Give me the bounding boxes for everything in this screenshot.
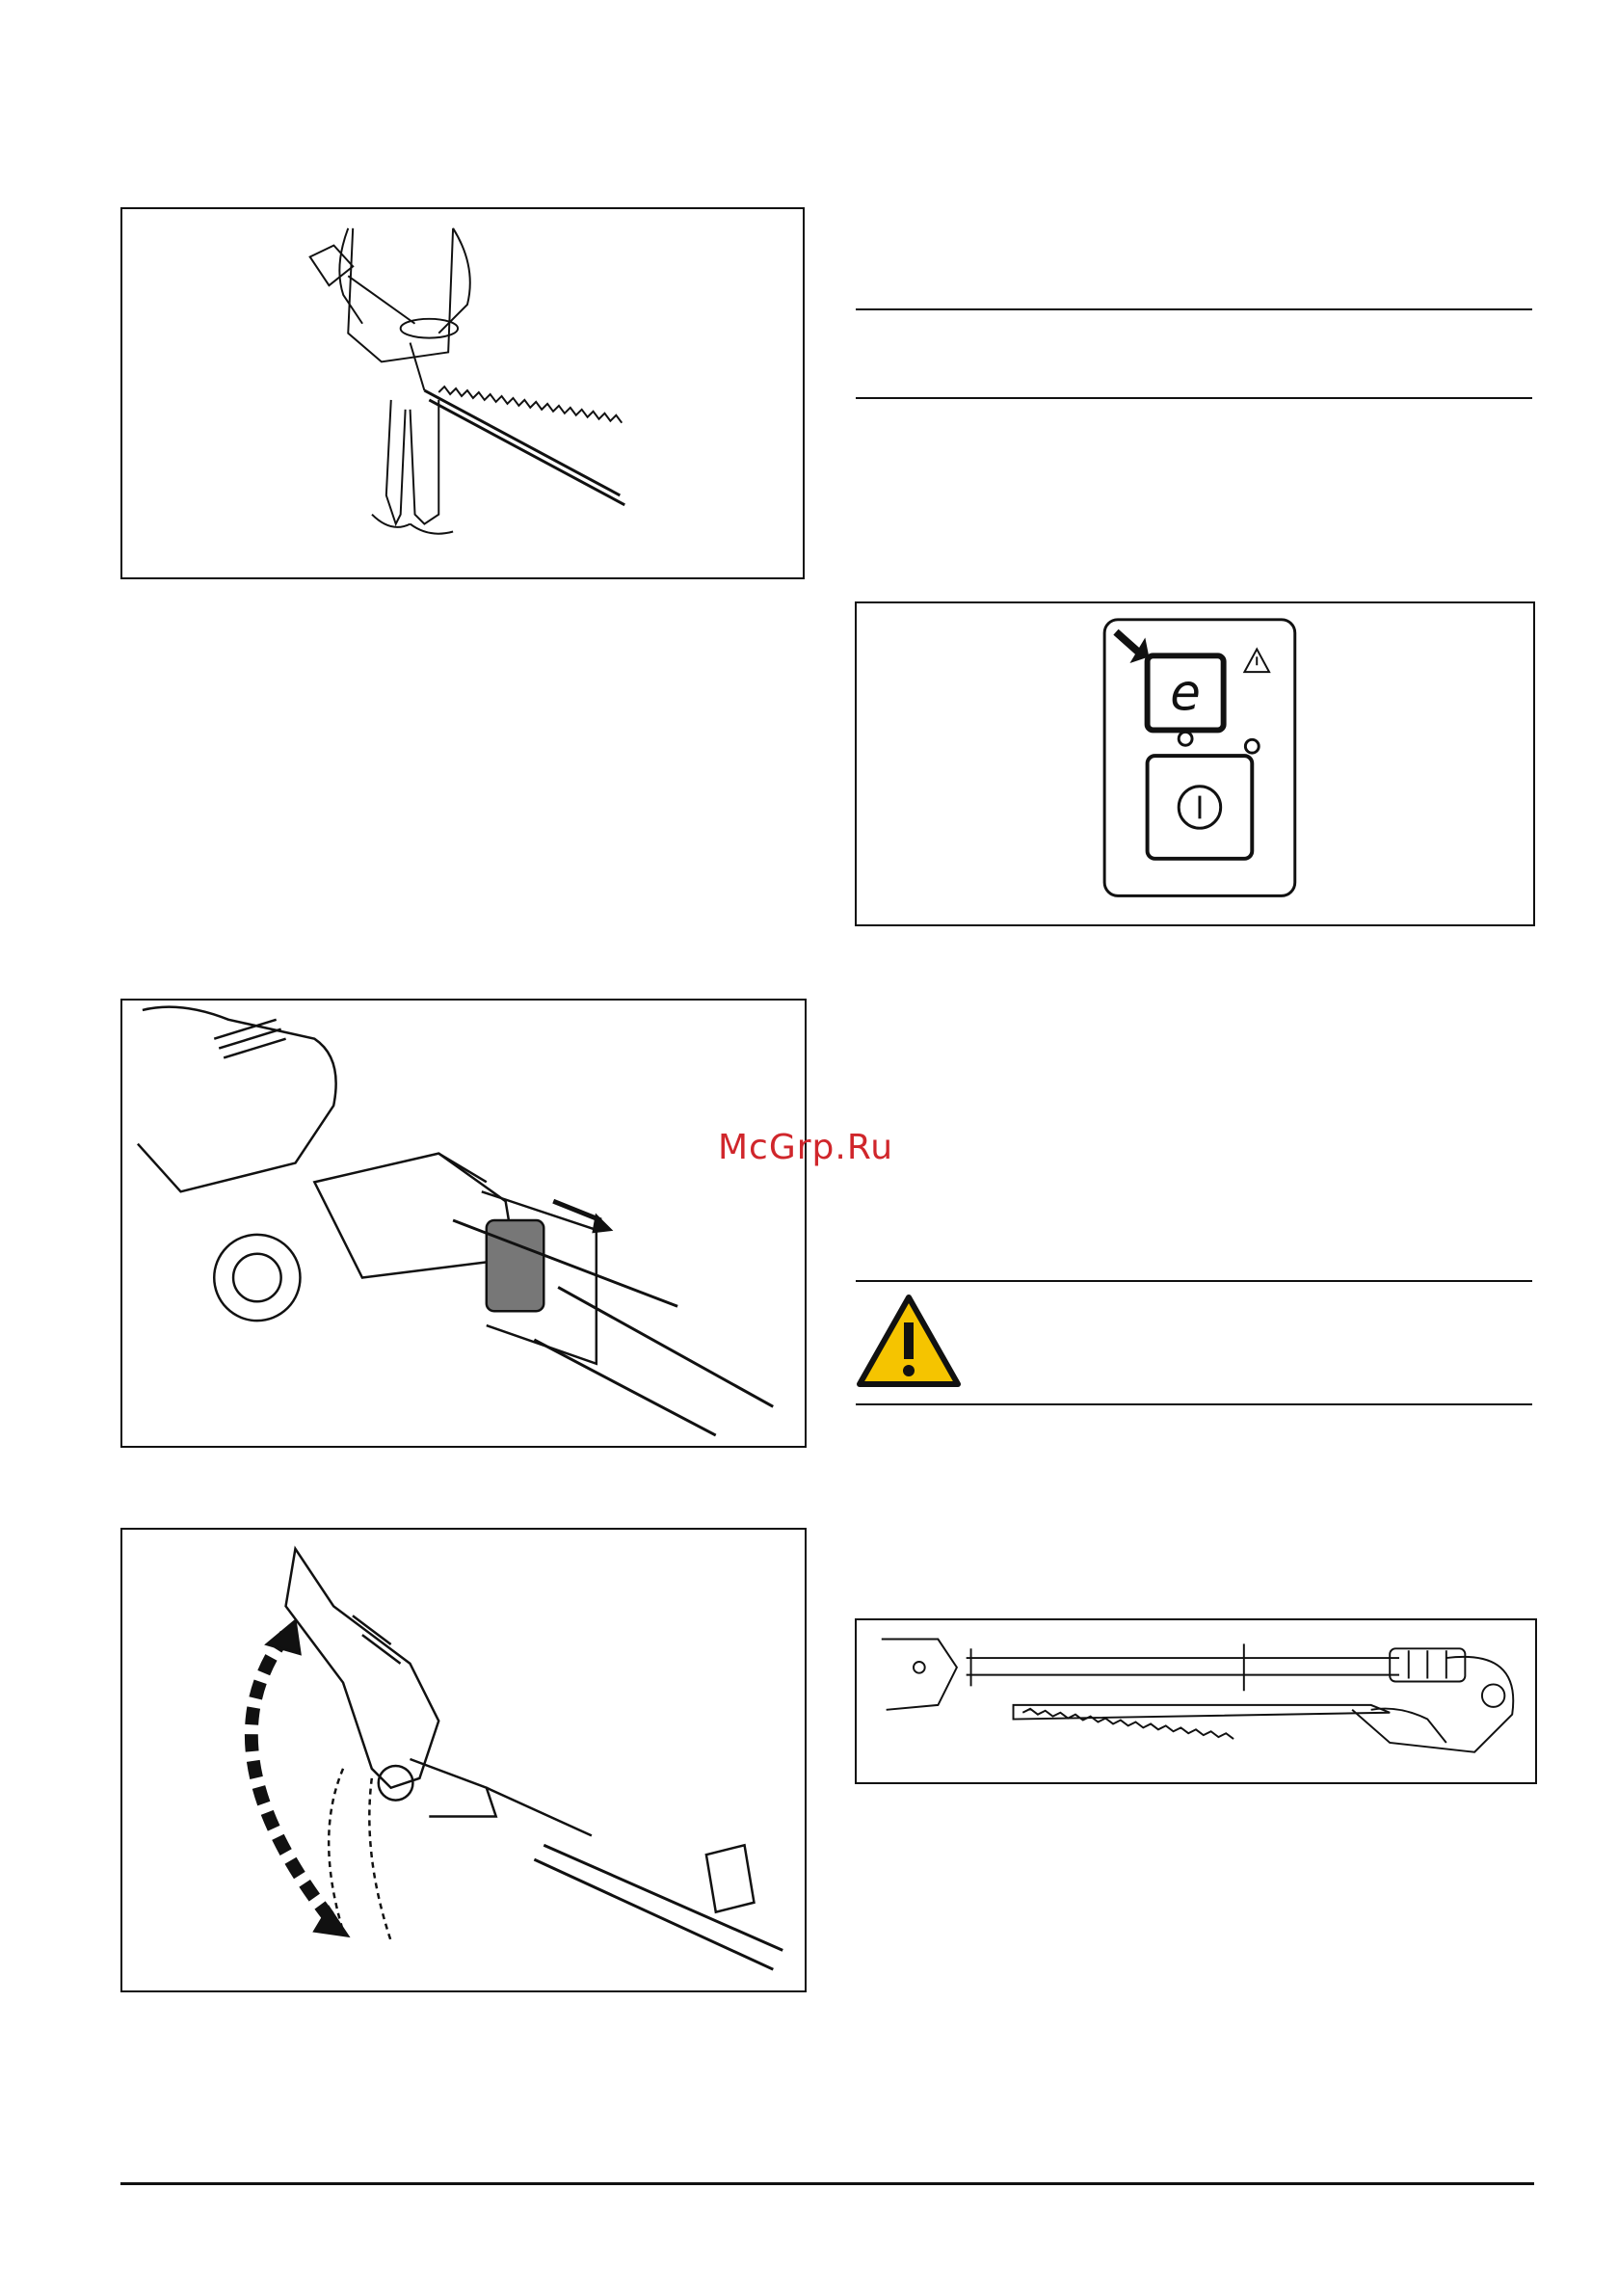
adjustable-cutting-head-angle-illustration	[122, 1530, 805, 1990]
section-divider-second	[856, 397, 1532, 399]
footer-rule	[120, 2182, 1534, 2185]
shaft-coupling-sleeve-illustration	[122, 1001, 805, 1446]
figure-control-panel	[855, 601, 1535, 926]
control-panel-e-button-power-button	[857, 603, 1533, 924]
watermark-text: McGrp.Ru	[718, 1128, 894, 1167]
person-holding-hedge-trimmer-illustration	[122, 209, 803, 577]
warning-rule-top	[856, 1280, 1532, 1282]
figure-transport-position	[855, 1618, 1537, 1784]
section-divider-top	[856, 308, 1532, 310]
figure-shaft-coupling	[120, 999, 807, 1448]
trimmer-folded-transport-position	[857, 1620, 1535, 1782]
e-button-label: e	[1170, 664, 1201, 723]
figure-operator-hedge-trimmer	[120, 207, 805, 579]
warning-triangle-icon	[856, 1294, 962, 1388]
warning-rule-bottom	[856, 1403, 1532, 1405]
figure-head-angle	[120, 1528, 807, 1992]
